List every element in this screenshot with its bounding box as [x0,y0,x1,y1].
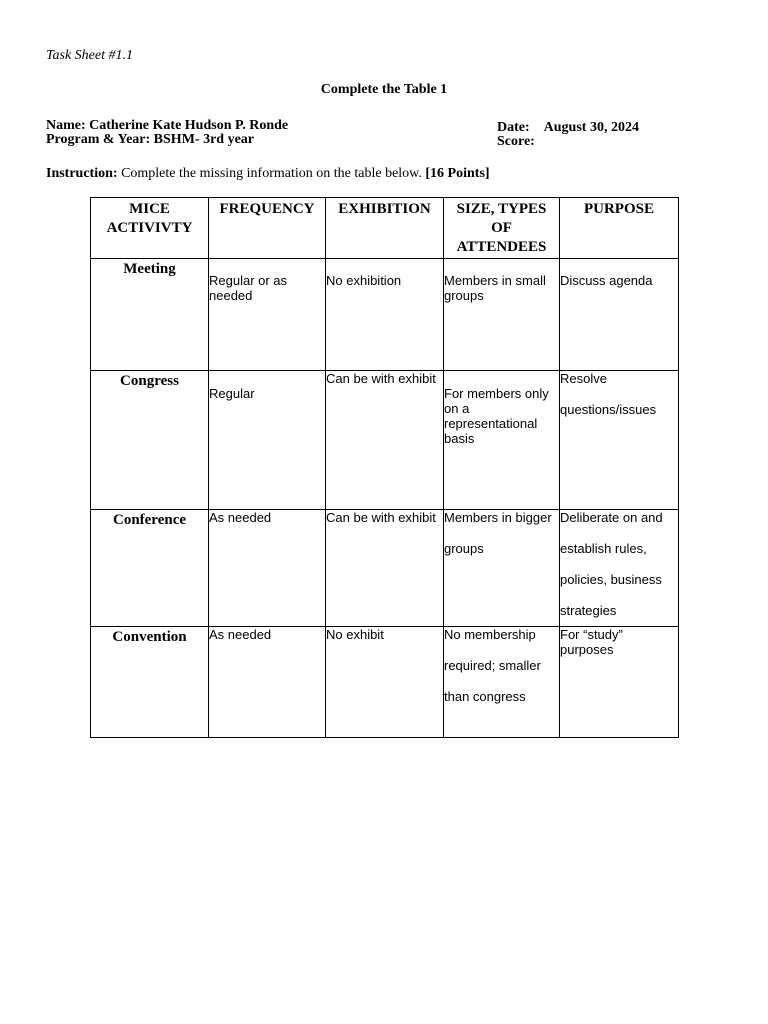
mice-table [90,197,679,738]
date-line [497,120,639,135]
task-sheet-label: Task Sheet #1.1 [46,48,133,63]
instruction-label: Instruction: [46,166,118,181]
score-label: Score: [497,134,535,149]
frequency-text: Regular [209,386,255,401]
size-cell [444,371,560,510]
size-text: No membership required; smaller than congress [444,627,541,704]
size-cell [444,259,560,371]
purpose-text: Deliberate on and establish rules, policies, business strategies [560,510,663,618]
activity-cell: Conference [91,510,209,627]
frequency-cell [209,627,326,738]
instruction-text: Complete the missing information on the table below. [117,166,422,181]
exhibition-cell [326,259,444,371]
frequency-text: As needed [209,510,272,525]
activity-cell: Congress [91,371,209,510]
purpose-text: For “study” purposes [560,627,623,657]
header-size-types: SIZE, TYPES OF ATTENDEES [444,198,560,259]
exhibition-text: No exhibition [326,273,402,288]
table-row [91,627,679,738]
exhibition-cell [326,627,444,738]
exhibition-cell [326,371,444,510]
date-label: Date: [497,120,530,135]
activity-cell: Convention [91,627,209,738]
size-text: Members in bigger groups [444,510,552,556]
frequency-cell [209,259,326,371]
table-row [91,510,679,627]
exhibition-text: No exhibit [326,627,384,642]
size-cell [444,510,560,627]
exhibition-text: Can be with exhibit [326,510,436,525]
table-row [91,371,679,510]
purpose-cell [560,259,679,371]
student-name: Name: Catherine Kate Hudson P. Ronde [46,118,289,133]
header-frequency: FREQUENCY [209,198,326,259]
page-title: Complete the Table 1 [320,82,448,97]
exhibition-text: Can be with exhibit [326,371,436,386]
purpose-text: Discuss agenda [560,273,653,288]
size-cell [444,627,560,738]
header-activity: MICE ACTIVIVTY [91,198,209,259]
size-text: For members only on a representational basis [444,386,549,446]
header-purpose: PURPOSE [560,198,679,259]
frequency-cell [209,510,326,627]
table-header-row [91,198,679,259]
date-value: August 30, 2024 [543,120,639,135]
header-exhibition: EXHIBITION [326,198,444,259]
instruction [46,166,490,182]
purpose-text: Resolve questions/issues [560,371,657,417]
program-year: Program & Year: BSHM- 3rd year [46,132,254,147]
size-text: Members in small groups [444,273,546,303]
purpose-cell [560,510,679,627]
table-row [91,259,679,371]
instruction-points: [16 Points] [421,166,490,181]
activity-cell: Meeting [91,259,209,371]
frequency-text: As needed [209,627,272,642]
frequency-text: Regular or as needed [209,273,288,303]
purpose-cell [560,627,679,738]
exhibition-cell [326,510,444,627]
purpose-cell [560,371,679,510]
frequency-cell [209,371,326,510]
